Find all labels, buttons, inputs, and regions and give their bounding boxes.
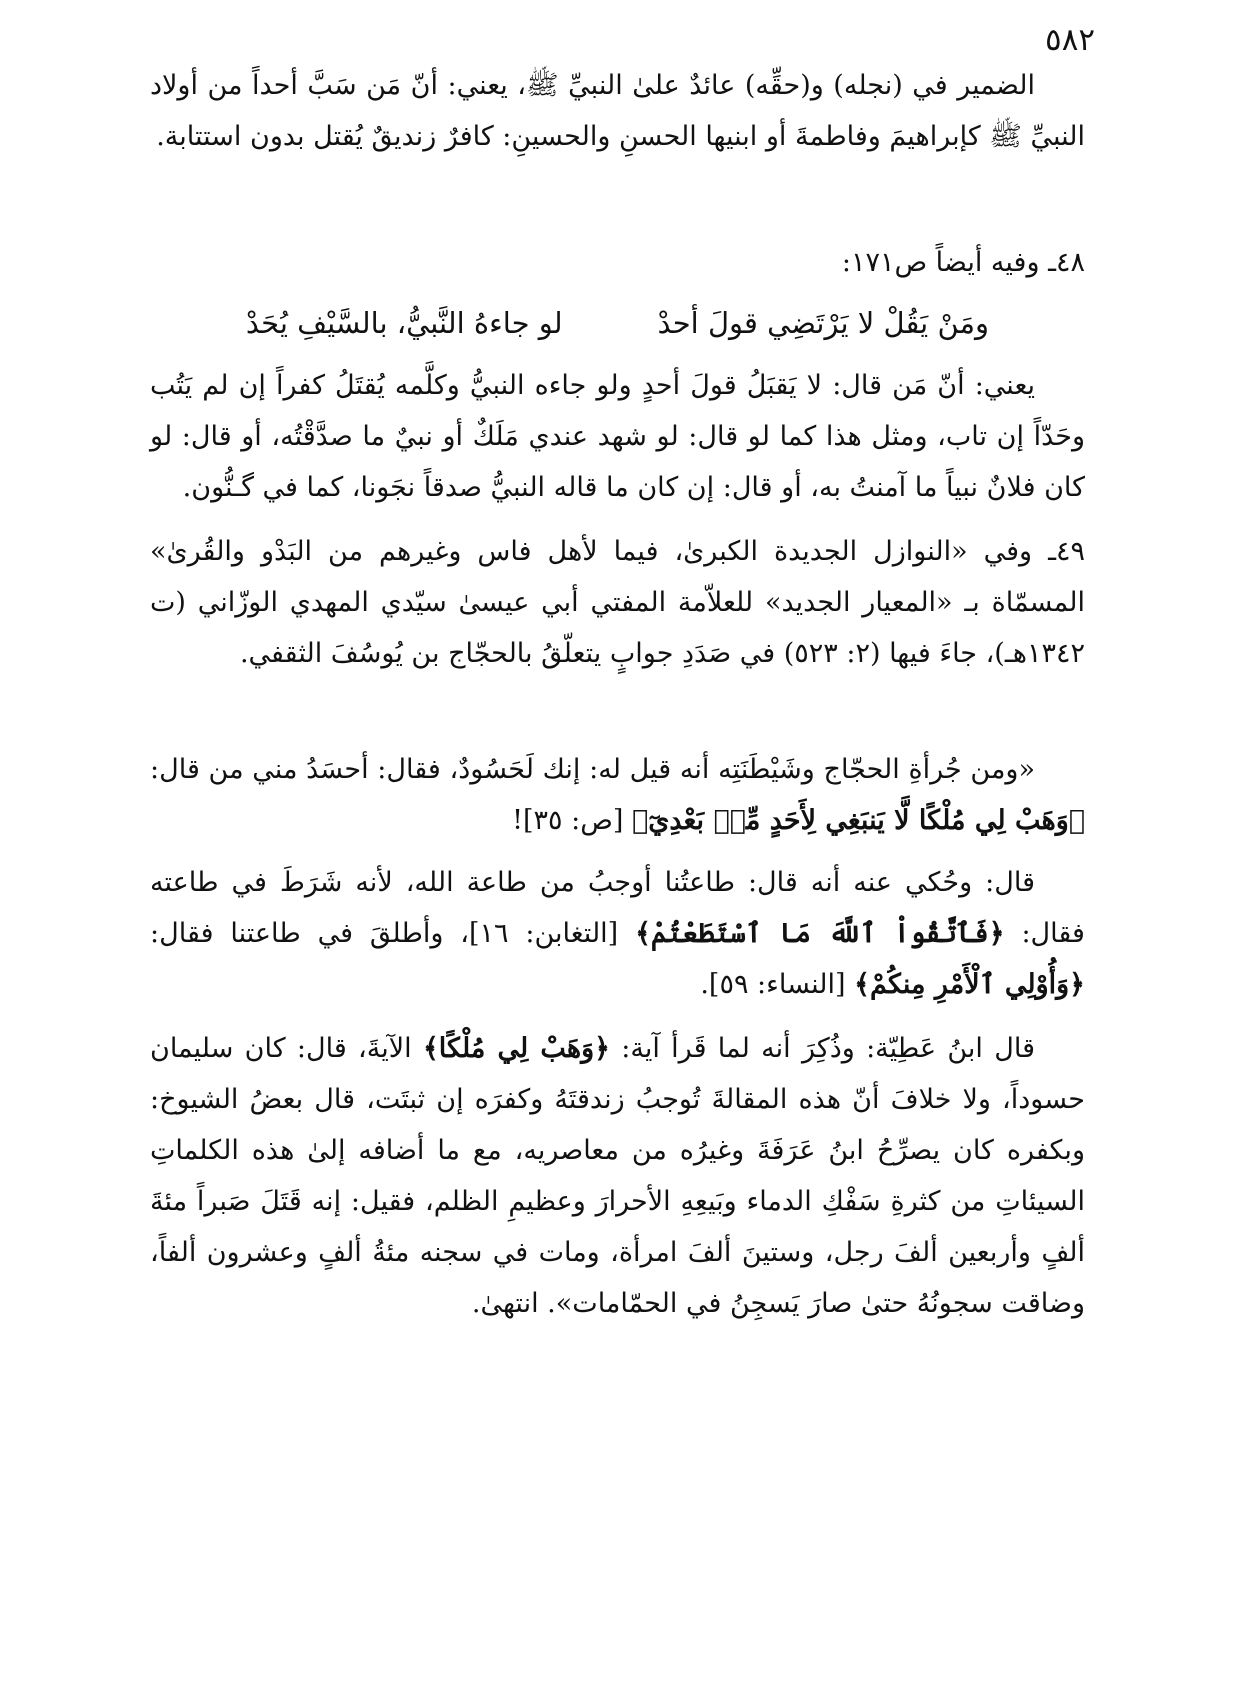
quran-ref-nisa: [النساء: ٥٩]. (700, 969, 846, 1000)
poetry-verse (150, 298, 1085, 349)
paragraph-4-text-1: قال: وحُكي عنه أنه قال: طاعتُنا أوجبُ من طاعة الله، لأنه شَرَطَ في طاعته فقال: (150, 867, 1085, 949)
paragraph-5 (150, 1023, 1085, 1329)
paragraph-1: الضمير في (نجله) و(حقِّه) عائدٌ علىٰ النبيِّ ﷺ، يعني: أنّ مَن سَبَّ أحداً من أولاد النبيِّ ﷺ كإبراهيمَ وفاطمةَ أو ابنيها الحسنِ والحسينِ: كافرٌ زنديقٌ يُقتل بدون استتابة. (150, 70, 1085, 152)
document-page (150, 0, 1095, 1702)
paragraph-5-text-1: قال ابنُ عَطِيّة: وذُكِرَ أنه لما قَرأ آية: (621, 1033, 1035, 1064)
paragraph-3-text: «ومن جُرأةِ الحجّاج وشَيْطَنَتِه أنه قيل له: إنك لَحَسُودٌ، فقال: أحسَدُ مني من قال: (150, 754, 1035, 785)
item-48-heading: ٤٨ـ وفيه أيضاً ص١٧١: (841, 247, 1085, 278)
paragraph-4-text-2: وأطلقَ في طاعتنا فقال: (150, 918, 444, 949)
verse-hemistich-2: لو جاءهُ النَّبيُّ، بالسَّيْفِ يُحَدْ (245, 306, 563, 340)
page-number: ٥٨٢ (1045, 22, 1095, 58)
quran-verse-wahab: ﴿وَهَبْ لِي مُلْكًا﴾ (422, 1033, 610, 1064)
quran-verse-sad: ﴿وَهَبْ لِي مُلْكًا لَّا يَنبَغِي لِأَحَدٍ مِّنۢ بَعْدِيٓ﴾ (632, 805, 1085, 836)
quran-ref-sad: [ص: ٣٥]! (512, 805, 624, 836)
paragraph-4 (150, 857, 1085, 1010)
item-49 (150, 526, 1085, 679)
paragraph-5-text-2: الآيةَ، قال: كان سليمان حسوداً، ولا خلافَ أنّ هذه المقالةَ تُوجبُ زندقتَهُ وكفرَه إن ثبتَت، قال بعضُ الشيوخ: وبكفره كان يصرِّحُ ابنُ عَرَفَةَ وغيرُه من معاصريه، مع ما أضافه إلىٰ هذه الكلماتِ السيئاتِ من كثرةِ سَفْكِ الدماء وبَيعِهِ الأحرارَ وعظيمِ الظلم، فقيل: إنه قَتَلَ صَبراً مئةَ ألفٍ وأربعين ألفَ رجل، وستينَ ألفَ امرأة، ومات في سجنه مئةُ ألفٍ وعشرون ألفاً، وضاقت سجونُهُ حتىٰ صارَ يَسجِنُ في الحمّامات». انتهىٰ. (150, 1033, 1085, 1319)
quran-verse-taghabun: ﴿فَٱتَّقُواْ ٱللَّهَ مَا ٱسْتَطَعْتُمْ﴾ (635, 918, 1005, 949)
quran-verse-nisa: ﴿وَأُوْلِي ٱلْأَمْرِ مِنكُمْ﴾ (854, 969, 1085, 1000)
paragraph-3 (150, 744, 1085, 846)
item-49-text: وفي «النوازل الجديدة الكبرىٰ، فيما لأهل فاس وغيرهم من البَدْو والقُرىٰ» المسمّاة بـ «المعيار الجديد» للعلاّمة المفتي أبي عيسىٰ سيّدي المهدي الوزّاني (ت ١٣٤٢هـ)، جاءَ فيها (٢: ٥٢٣) في صَدَدِ جوابٍ يتعلّقُ بالحجّاج بن يُوسُفَ الثقفي. (150, 536, 1085, 669)
item-49-number: ٤٩ـ (1048, 536, 1085, 567)
paragraph-2: يعني: أنّ مَن قال: لا يَقبَلُ قولَ أحدٍ ولو جاءه النبيُّ وكلَّمه يُقتَلُ كفراً إن لم يَتُب وحَدّاً إن تاب، ومثل هذا كما لو قال: لو شهد عندي مَلَكٌ أو نبيٌ ما صدَّقْتُه، أو قال: لو كان فلانٌ نبياً ما آمنتُ به، أو قال: إن كان ما قاله النبيُّ صدقاً نجَونا، كما في گـنُّون. (150, 370, 1085, 503)
verse-hemistich-1: ومَنْ يَقُلْ لا يَرْتَضِي قولَ أحدْ (657, 306, 990, 340)
quran-ref-taghabun: [التغابن: ١٦]، (460, 918, 619, 949)
